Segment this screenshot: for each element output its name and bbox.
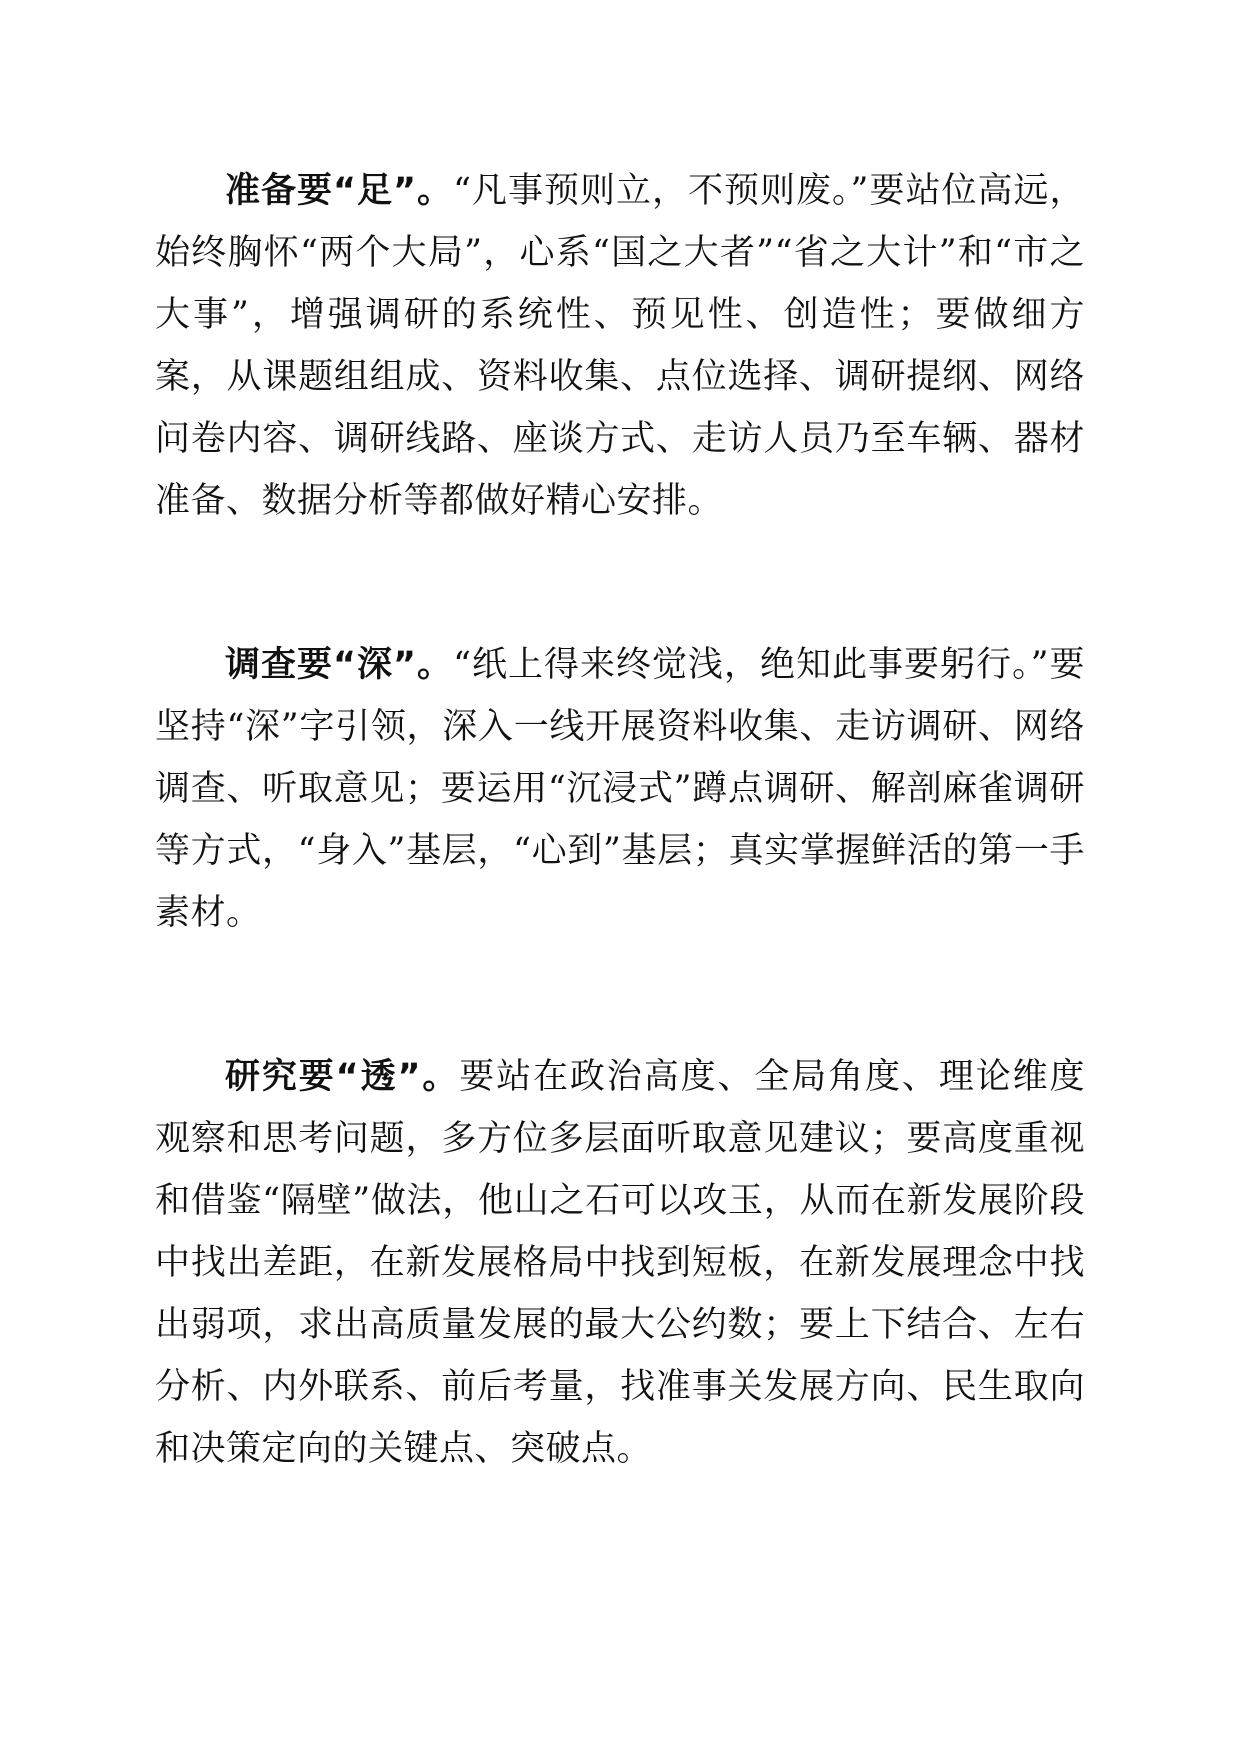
paragraph-body: “纸上得来终觉浅，绝知此事要躬行。”要坚持“深”字引领，深入一线开展资料收集、走访调研、网络调查、听取意见；要运用“沉浸式”蹲点调研、解剖麻雀调研等方式，“身入”基层，“心到”基层；真实掌握鲜活的第一手素材。 — [155, 645, 1085, 933]
paragraph-body: 要站在政治高度、全局角度、理论维度观察和思考问题，多方位多层面听取意见建议；要高度重视和借鉴“隔壁”做法，他山之石可以攻玉，从而在新发展阶段中找出差距，在新发展格局中找到短板，在新发展理念中找出弱项，求出高质量发展的最大公约数；要上下结合、左右分析、内外联系、前后考量，找准事关发展方向、民生取向和决策定向的关键点、突破点。 — [155, 1057, 1085, 1469]
paragraph-heading: 调查要“深”。 — [225, 645, 454, 685]
paragraph-body: “凡事预则立，不预则废。”要站位高远，始终胸怀“两个大局”，心系“国之大者”“省之大计”和“市之大事”，增强调研的系统性、预见性、创造性；要做细方案，从课题组组成、资料收集、点位选择、调研提纲、网络问卷内容、调研线路、座谈方式、走访人员乃至车辆、器材准备、数据分析等都做好精心安排。 — [155, 171, 1085, 521]
paragraph-investigation — [155, 634, 1085, 944]
document-page — [155, 160, 1085, 1480]
paragraph-heading: 准备要“足”。 — [225, 171, 454, 211]
paragraph-preparation — [155, 160, 1085, 532]
paragraph-heading: 研究要“透”。 — [225, 1057, 460, 1097]
paragraph-research — [155, 1046, 1085, 1480]
